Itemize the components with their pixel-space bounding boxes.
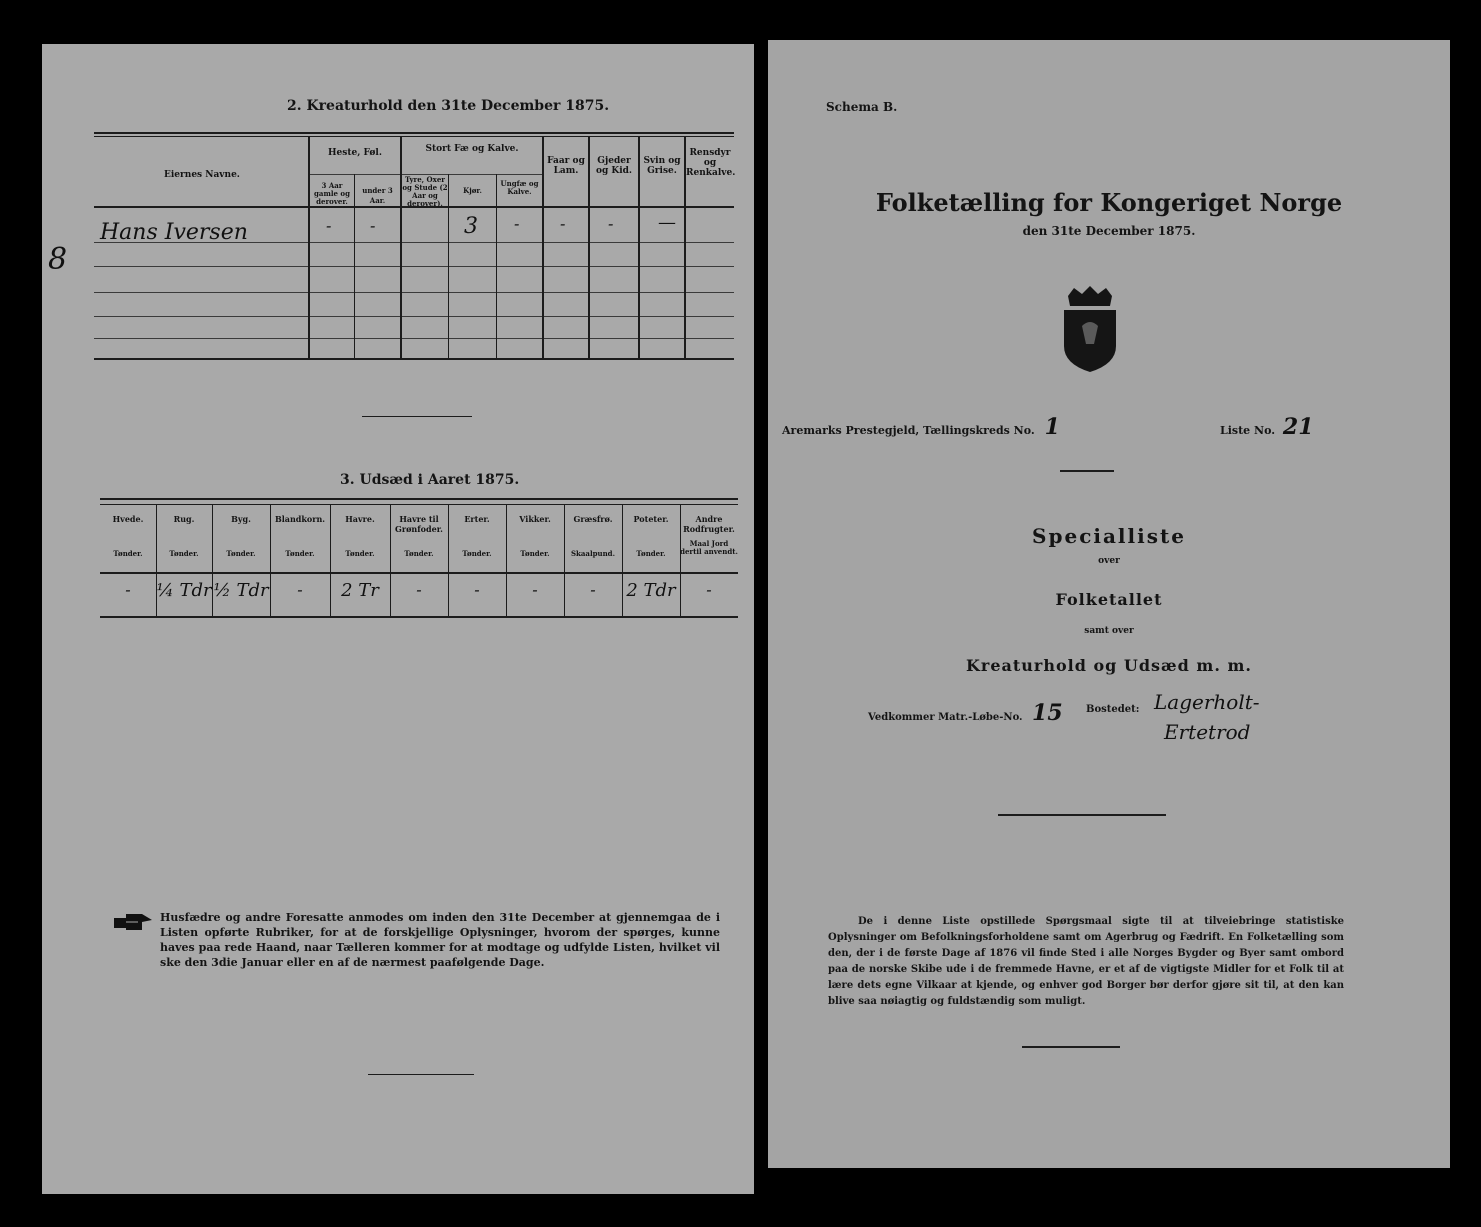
seed-unit: Maal Jord dertil anvendt. (680, 539, 738, 556)
liste-number: 21 (1282, 414, 1314, 440)
col-tyre: Tyre, Oxer og Stude (2 Aar og derover). (402, 175, 448, 208)
separator-line (1022, 1046, 1120, 1048)
liste-prefix: Liste No. (1220, 424, 1276, 437)
rule (100, 616, 738, 618)
bosted-line2: Ertetrod (1164, 720, 1251, 744)
col-heste-old: 3 Aar gamle og derover. (314, 181, 350, 206)
liste-line (1220, 414, 1314, 440)
seed-unit: Tønder. (404, 549, 434, 558)
seed-header: Hvede. (112, 514, 144, 524)
value-svin: — (658, 212, 676, 233)
seed-unit: Tønder. (226, 549, 256, 558)
matr-prefix: Vedkommer Matr.-Løbe-No. (868, 712, 1023, 723)
matr-line (868, 700, 1063, 726)
seed-value: - (532, 580, 538, 599)
seed-value: - (297, 580, 303, 599)
over-label: over (1098, 556, 1120, 566)
district-line (782, 414, 1060, 440)
rule (94, 132, 734, 134)
seed-value: - (706, 580, 712, 599)
group-heste: Heste, Føl. (328, 148, 382, 158)
info-text: De i denne Liste opstillede Spørgsmaal sigte til at tilveiebringe statistiske Oplysninger om Befolkningsforholdene samt om Agerbrug og Fædrift. En Folketælling som den, der i de første Dage af 1876 vil finde Sted i alle Norges Bygder og Byer samt ombord paa de norske Skibe ude i de fremmede Havne, er et af de vigtigste Midler for et Folk til at lære dets egne Vilkaar at kjende, og enhver god Borger bør derfor gjøre sit til, at den kan blive saa nøiagtig og fuldstændig som muligt. (828, 916, 1344, 1007)
seed-value: - (590, 580, 596, 599)
folketallet-heading: Folketallet (1055, 590, 1163, 609)
owner-name: Hans Iversen (100, 220, 248, 245)
seed-unit: Tønder. (169, 549, 199, 558)
left-page (42, 44, 754, 1194)
notice-text: Husfædre og andre Foresatte anmodes om inden den 31te December at gjennemgaa de i Listen opførte Rubriker, for at de forskjellige Oplysninger, hvorom der spørges, kunne haves paa rede Haand, naar Tælleren kommer for at modtage og udfylde Listen, hvilket vil ske den 3die Januar eller en af de nærmest paafølgende Dage. (160, 911, 720, 969)
col-divider (496, 174, 497, 358)
seed-unit: Tønder. (345, 549, 375, 558)
group-stort: Stort Fæ og Kalve. (425, 144, 519, 154)
specialliste-heading: Specialliste (1032, 524, 1186, 548)
rule (100, 504, 738, 505)
value-faar: - (560, 214, 566, 233)
seed-header: Havre til Grønfoder. (395, 514, 443, 534)
main-date: den 31te December 1875. (1022, 224, 1196, 238)
kreatur-heading: Kreaturhold og Udsæd m. m. (966, 656, 1252, 675)
seed-value: - (125, 580, 131, 599)
seed-header: Havre. (345, 514, 375, 524)
seed-header: Poteter. (633, 514, 669, 524)
seed-unit: Tønder. (285, 549, 315, 558)
col-kjor: Kjør. (463, 186, 482, 195)
livestock-title: 2. Kreaturhold den 31te December 1875. (287, 98, 610, 114)
coat-of-arms-icon (1060, 286, 1120, 372)
col-svin: Svin og Grise. (643, 156, 681, 176)
value-heste-young: - (370, 216, 376, 235)
seed-value: - (416, 580, 422, 599)
seed-header: Andre Rodfrugter. (683, 514, 735, 534)
col-divider (400, 136, 402, 358)
seed-unit: Tønder. (113, 549, 143, 558)
rule (100, 498, 738, 500)
seed-title: 3. Udsæd i Aaret 1875. (340, 472, 520, 488)
district-prefix: Aremarks Prestegjeld, Tællingskreds No. (782, 424, 1035, 437)
seed-header: Græsfrø. (573, 514, 613, 524)
owner-header: Eiernes Navne. (164, 170, 240, 180)
seed-header: Erter. (464, 514, 490, 524)
col-rensdyr: Rensdyr og Renkalve. (686, 148, 736, 178)
seed-header: Vikker. (519, 514, 551, 524)
seed-header: Rug. (173, 514, 195, 524)
value-kjor: 3 (464, 214, 478, 239)
col-divider (308, 136, 310, 358)
bosted-line1: Lagerholt- (1154, 690, 1260, 714)
col-heste-young: under 3 Aar. (362, 186, 393, 205)
seed-unit: Tønder. (462, 549, 492, 558)
separator-line (368, 1074, 474, 1075)
main-title: Folketælling for Kongeriget Norge (875, 188, 1343, 217)
rule (94, 358, 734, 360)
col-ungfae: Ungfæ og Kalve. (500, 179, 539, 196)
schema-label: Schema B. (826, 100, 898, 114)
col-gjeder: Gjeder og Kid. (595, 156, 633, 176)
value-heste-old: - (326, 216, 332, 235)
separator-line (362, 416, 472, 417)
bosted-prefix: Bostedet: (1086, 704, 1140, 715)
seed-value: - (474, 580, 480, 599)
rule (100, 572, 738, 574)
seed-unit: Tønder. (636, 549, 666, 558)
col-divider (448, 174, 449, 358)
seed-value: ½ Tdr (213, 580, 269, 601)
seed-header: Byg. (231, 514, 251, 524)
margin-mark: 8 (48, 242, 68, 277)
matr-number: 15 (1032, 700, 1063, 726)
seed-unit: Skaalpund. (570, 549, 616, 558)
value-gjeder: - (608, 214, 614, 233)
seed-value: 2 Tdr (626, 580, 676, 601)
col-faar: Faar og Lam. (547, 156, 585, 176)
separator-line (1060, 470, 1114, 472)
value-ungfae: - (514, 214, 520, 233)
pointing-hand-icon (112, 912, 152, 934)
seed-unit: Tønder. (520, 549, 550, 558)
samt-over-label: samt over (1084, 626, 1134, 636)
seed-value: ¼ Tdr (156, 580, 212, 601)
separator-line (998, 814, 1166, 816)
right-page (768, 40, 1450, 1168)
district-number: 1 (1044, 414, 1060, 440)
seed-header: Blandkorn. (274, 514, 326, 524)
seed-value: 2 Tr (341, 580, 379, 601)
